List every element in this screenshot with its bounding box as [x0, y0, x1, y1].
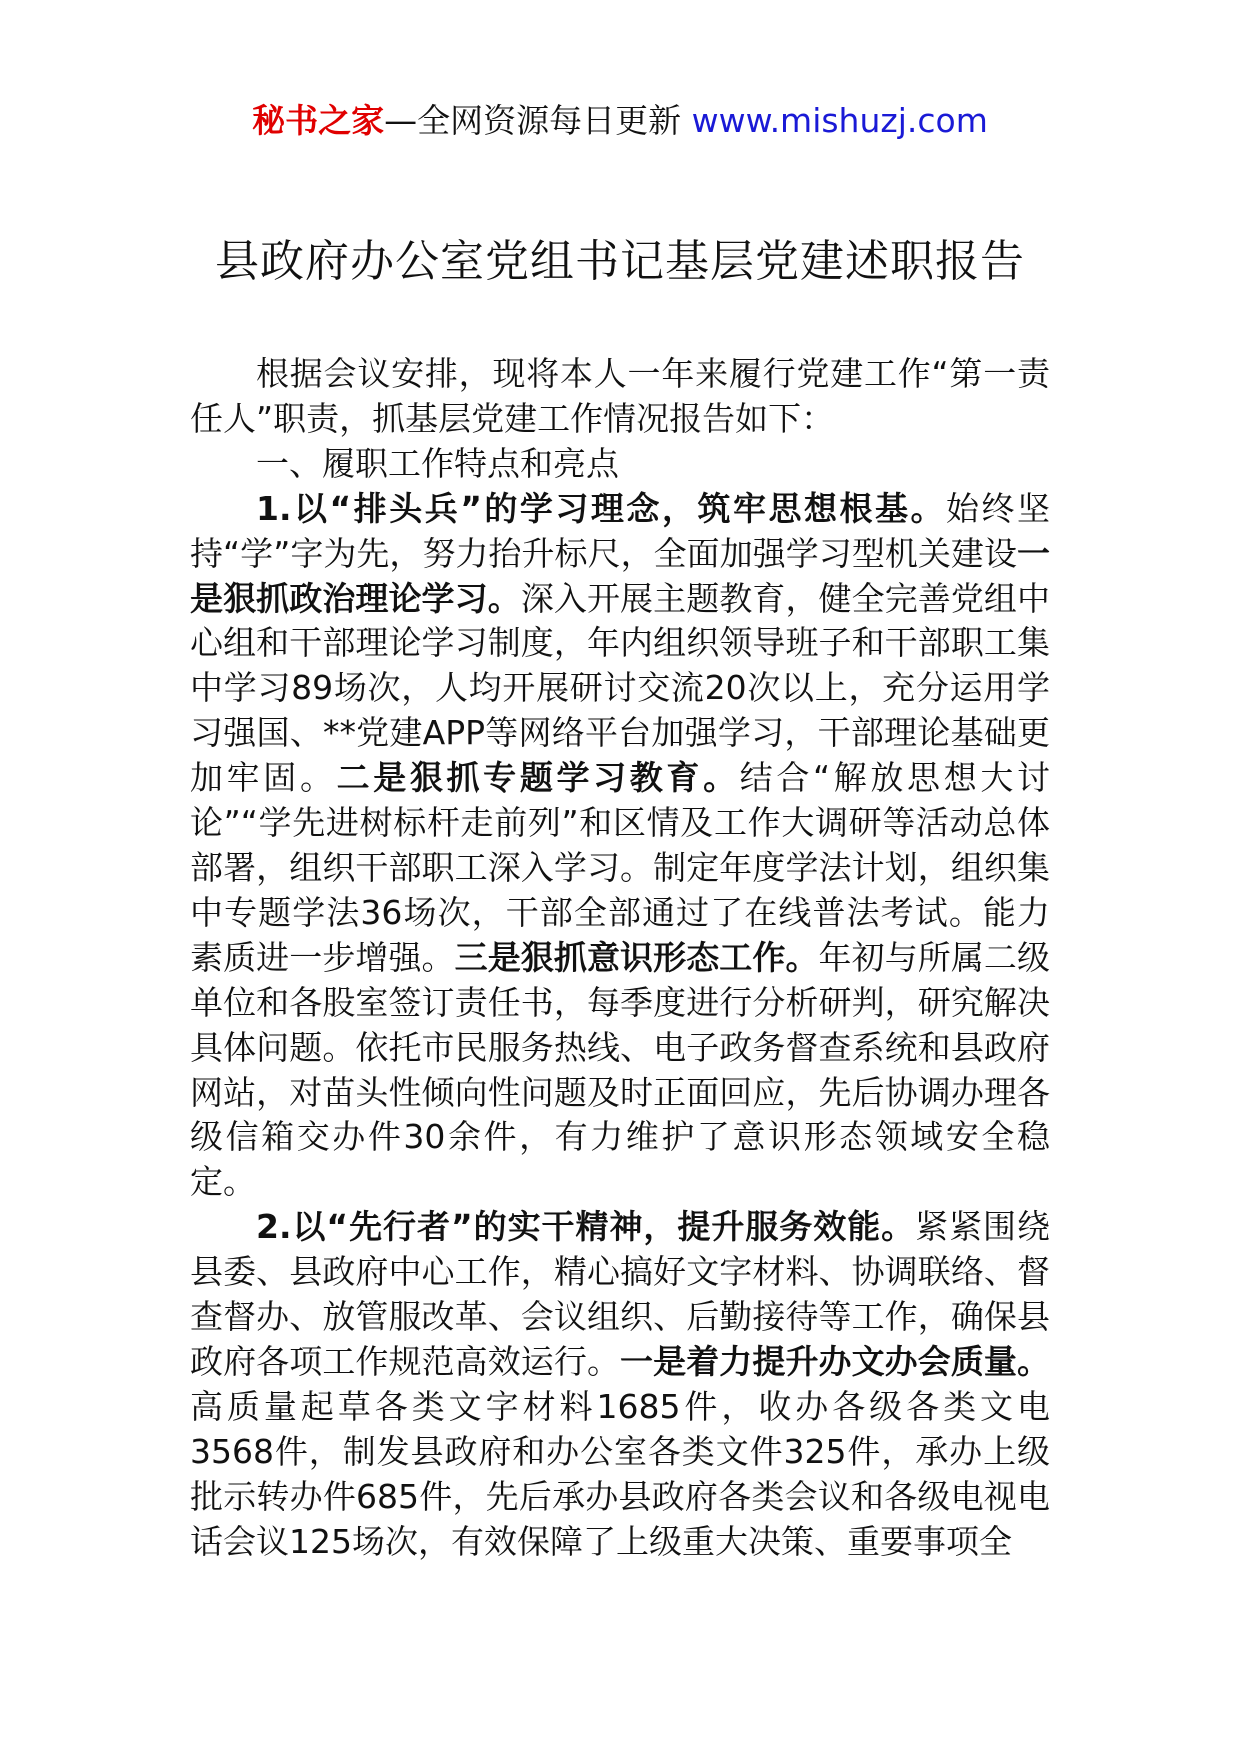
section-heading: 一、履职工作特点和亮点: [256, 443, 619, 483]
header-slogan: —全网资源每日更新: [384, 101, 692, 140]
brand-name: 秘书之家: [252, 101, 385, 140]
subpoint-title: 一是着力提升办文办会质量。: [620, 1341, 1051, 1381]
subpoint-title: 三是狠抓意识形态工作。: [454, 937, 819, 977]
site-header: [0, 96, 1240, 146]
paragraph-1-heading: 1.以“排头兵”的学习理念，筑牢思想根基。: [256, 488, 946, 528]
document-title: 县政府办公室党组书记基层党建述职报告: [215, 236, 1025, 287]
paragraph-2: [190, 1205, 1050, 1564]
intro-paragraph: 根据会议安排，现将本人一年来履行党建工作“第一责任人”职责，抓基层党建工作情况报告如下：: [190, 354, 1050, 438]
paragraph-2-heading: 2.以“先行者”的实干精神，提升服务效能。: [256, 1207, 916, 1247]
subpoint-text: 年初与所属二级单位和各股室签订责任书，每季度进行分析研判，研究解决具体问题。依托市民服务热线、电子政务督查系统和县政府网站，对苗头性倾向性问题及时正面回应，先后协调办理各级信箱交办件30余件，有力维护了意识形态领域安全稳定。: [190, 937, 1051, 1202]
paragraph-1-lead: 始终坚持“学”字为先，努力抬升标尺，全面加强学习型机关建设: [190, 488, 1051, 573]
paragraph-1: [190, 487, 1050, 1206]
subpoint-text: 结合“解放思想大讨论”“学先进树标杆走前列”和区情及工作大调研等活动总体部署，组织干部职工深入学习。制定年度学法计划，组织集中专题学法36场次，干部全部通过了在线普法考试。能力素质进一步增强。: [190, 758, 1050, 977]
subpoint-title: 一是狠抓政治理论学习。: [190, 533, 1050, 618]
subpoint-text: 深入开展主题教育，健全完善党组中心组和干部理论学习制度，年内组织领导班子和干部职工集中学习89场次，人均开展研讨交流20次以上，充分运用学习强国、**党建APP等网络平台加强学习，干部理论基础更加牢固。: [190, 578, 1051, 798]
document-body: [190, 352, 1050, 1564]
subpoint-title: 二是狠抓专题学习教育。: [336, 758, 740, 798]
subpoint-text: 高质量起草各类文字材料1685件，收办各级各类文电3568件，制发县政府和办公室各类文件325件，承办上级批示转办件685件，先后承办县政府各类会议和各级电视电话会议125场次，有效保障了上级重大决策、重要事项全: [190, 1386, 1050, 1561]
site-url[interactable]: www.mishuzj.com: [691, 101, 988, 140]
paragraph-2-lead: 紧紧围绕县委、县政府中心工作，精心搞好文字材料、协调联络、督查督办、放管服改革、会议组织、后勤接待等工作，确保县政府各项工作规范高效运行。: [190, 1207, 1051, 1381]
